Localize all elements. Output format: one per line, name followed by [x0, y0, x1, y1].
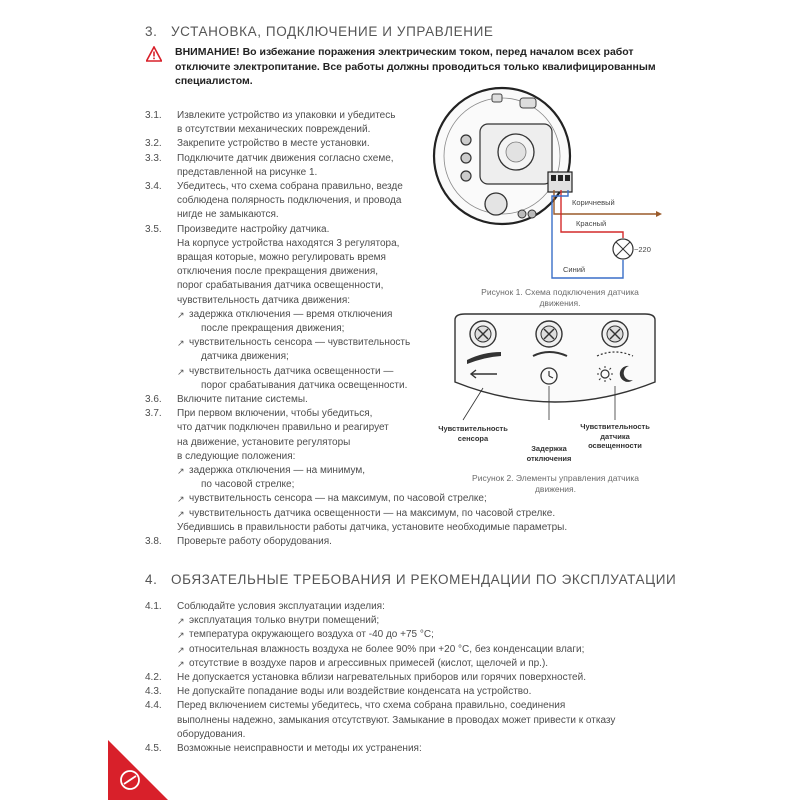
step-4-3 — [145, 685, 675, 699]
label-line: отключения — [526, 453, 572, 463]
sub-item — [177, 628, 675, 642]
sub-item-line: порог срабатывания датчика освещенности. — [201, 379, 408, 391]
step-text-line: выполнены надежно, замыкания отсутствуют. Замыкание в проводах может привести к отказу — [177, 714, 616, 726]
label-line: датчика — [600, 431, 630, 441]
bullet-arrow-icon: ↗ — [177, 630, 185, 641]
sub-item-line: отсутствие в воздухе паров и агрессивных примесей (кислот, щелочей и пр.). — [189, 657, 549, 669]
step-text-line: в отсутствии механических повреждений. — [177, 124, 371, 136]
step-text-line: Соблюдайте условия эксплуатации изделия: — [177, 601, 385, 612]
step-number: 4.2. — [145, 672, 162, 684]
caption-line: движения. — [534, 484, 577, 494]
red-wire-label: Красный — [576, 219, 607, 228]
step-4-5 — [145, 742, 675, 756]
step-text-line: Не допускайте попадание воды или воздействие конденсата на устройство. — [177, 686, 532, 698]
step-text-line: соблюдена полярность подключения, и провода — [177, 195, 402, 207]
bullet-arrow-icon: ↗ — [177, 616, 185, 627]
sub-item-line: чувствительность сенсора — на максимум, по часовой стрелке; — [189, 493, 487, 505]
regulator-knob — [461, 153, 471, 163]
label-line: сенсора — [457, 433, 489, 443]
section-3-title — [145, 24, 494, 39]
delay-knob — [536, 321, 562, 347]
step-number: 3.1. — [145, 110, 162, 121]
section-title-text: УСТАНОВКА, ПОДКЛЮЧЕНИЕ И УПРАВЛЕНИЕ — [171, 24, 494, 39]
sub-item-line: относительная влажность воздуха не более 90% при +20 °С, без конденсации влаги; — [189, 643, 585, 655]
step-text-line: При первом включении, чтобы убедиться, — [177, 408, 373, 420]
brand-logo-icon — [108, 740, 168, 800]
section-number: 4. — [145, 572, 158, 587]
step-4-2 — [145, 671, 675, 685]
step-text-line: на движение, установите регуляторы — [177, 436, 351, 448]
step-text-line: Подключите датчик движения согласно схеме, — [177, 152, 394, 164]
section-4-title — [145, 572, 676, 587]
step-text-line: Убедившись в правильности работы датчика, установите необходимые параметры. — [177, 521, 568, 533]
step-number: 4.1. — [145, 601, 162, 612]
step-3-7 — [145, 407, 615, 535]
warning-icon — [146, 46, 162, 62]
sub-item-line: чувствительность сенсора — чувствительность — [189, 337, 411, 349]
sub-item — [177, 657, 675, 671]
step-text-line: оборудования. — [177, 728, 246, 740]
sensor-knob — [470, 321, 496, 347]
figure-2-caption — [448, 473, 663, 495]
step-number: 3.8. — [145, 536, 162, 548]
step-number: 4.5. — [145, 743, 162, 755]
bullet-arrow-icon: ↗ — [177, 466, 185, 477]
sub-item — [177, 507, 615, 521]
caption-line: Рисунок 1. Схема подключения датчика — [481, 287, 639, 297]
step-text-line: нигде не замыкаются. — [177, 209, 279, 221]
bullet-arrow-icon: ↗ — [177, 494, 185, 505]
warning-text — [175, 45, 675, 89]
step-text-line: Проверьте работу оборудования. — [177, 536, 332, 548]
step-text-line: Закрепите устройство в месте установки. — [177, 138, 370, 150]
step-number: 4.3. — [145, 686, 162, 698]
step-text-line: Извлеките устройство из упаковки и убедитесь — [177, 110, 396, 121]
step-text-line: представленной на рисунке 1. — [177, 166, 318, 178]
sub-item — [177, 643, 675, 657]
step-text-line: отключения после прекращения движения, — [177, 266, 379, 278]
label-line: освещенности — [588, 441, 642, 450]
step-number: 4.4. — [145, 700, 162, 712]
caption-line: движения. — [539, 298, 581, 308]
sub-item-line: датчика движения; — [201, 351, 289, 363]
regulator-knob — [461, 171, 471, 181]
step-text-line: вращая которые, можно регулировать время — [177, 252, 386, 264]
step-text-line: Перед включением системы убедитесь, что схема собрана правильно, соединения — [177, 700, 566, 712]
warning-line: отключите электропитание. Все работы должны проводиться только квалифицированным — [175, 60, 656, 73]
step-number: 3.6. — [145, 394, 162, 406]
section-number: 3. — [145, 24, 158, 39]
step-number: 3.5. — [145, 223, 162, 235]
sub-item-line: по часовой стрелке; — [201, 479, 295, 491]
step-number: 3.7. — [145, 408, 162, 420]
figure-2-controls-diagram — [445, 312, 665, 422]
figure-1-wiring-diagram — [430, 86, 670, 286]
bullet-arrow-icon: ↗ — [177, 338, 185, 349]
label-line: Чувствительность — [580, 422, 650, 431]
step-text-line: Убедитесь, что схема собрана правильно, везде — [177, 181, 403, 193]
sensor-label — [428, 424, 518, 443]
step-4-1 — [145, 600, 675, 671]
step-3-8 — [145, 535, 615, 549]
brown-wire-label: Коричневый — [572, 198, 615, 207]
leader-line — [463, 388, 483, 420]
mount-slot — [520, 98, 536, 108]
step-text-line: На корпусе устройства находятся 3 регулятора, — [177, 237, 400, 249]
step-number: 3.2. — [145, 138, 162, 150]
label-line: Чувствительность — [438, 424, 508, 433]
bullet-arrow-icon: ↗ — [177, 508, 185, 519]
step-text-line: Произведите настройку датчика. — [177, 223, 330, 235]
step-number: 3.4. — [145, 181, 162, 193]
sub-item-line: эксплуатация только внутри помещений; — [189, 615, 380, 627]
sub-item-line: чувствительность датчика освещенности — на максимум, по часовой стрелке. — [189, 507, 556, 519]
regulator-knob — [461, 135, 471, 145]
step-number: 3.3. — [145, 152, 162, 164]
section-title-text: ОБЯЗАТЕЛЬНЫЕ ТРЕБОВАНИЯ И РЕКОМЕНДАЦИИ ПО ЭКСПЛУАТАЦИИ — [171, 572, 677, 587]
sub-item-line: задержка отключения — на минимум, — [189, 465, 366, 477]
section-4-steps — [145, 600, 675, 756]
figure-1-caption — [455, 287, 665, 309]
sub-item-line: задержка отключения — время отключения — [189, 308, 393, 320]
bullet-arrow-icon: ↗ — [177, 658, 185, 669]
bullet-arrow-icon: ↗ — [177, 644, 185, 655]
step-text-line: в следующие положения: — [177, 450, 296, 462]
sub-item-line: температура окружающего воздуха от -40 до +75 °С; — [189, 629, 434, 641]
step-text-line: Не допускается установка вблизи нагревательных приборов или горячих поверхностей. — [177, 672, 586, 684]
step-text-line: Включите питание системы. — [177, 394, 308, 406]
bullet-arrow-icon: ↗ — [177, 366, 185, 377]
light-label — [570, 422, 660, 451]
step-4-4 — [145, 699, 675, 742]
warning-line: специалистом. — [175, 75, 253, 87]
caption-line: Рисунок 2. Элементы управления датчика — [472, 473, 639, 483]
step-text-line: что датчик подключен правильно и реагирует — [177, 422, 389, 434]
voltage-label: ~220 — [634, 245, 651, 254]
light-knob — [602, 321, 628, 347]
warning-line: ВНИМАНИЕ! Во избежание поражения электрическим током, перед началом всех работ — [175, 46, 634, 58]
step-text-line: чувствительность датчика движения: — [177, 294, 351, 306]
blue-wire-label: Синий — [563, 265, 586, 274]
step-text-line: Возможные неисправности и методы их устранения: — [177, 743, 422, 755]
label-line: Задержка — [531, 444, 567, 453]
bullet-arrow-icon: ↗ — [177, 309, 185, 320]
sub-item-line: чувствительность датчика освещенности — — [189, 365, 394, 377]
step-text-line: порог срабатывания датчика освещенности, — [177, 280, 384, 292]
sub-item-line: после прекращения движения; — [201, 323, 345, 335]
sub-item — [177, 614, 675, 628]
